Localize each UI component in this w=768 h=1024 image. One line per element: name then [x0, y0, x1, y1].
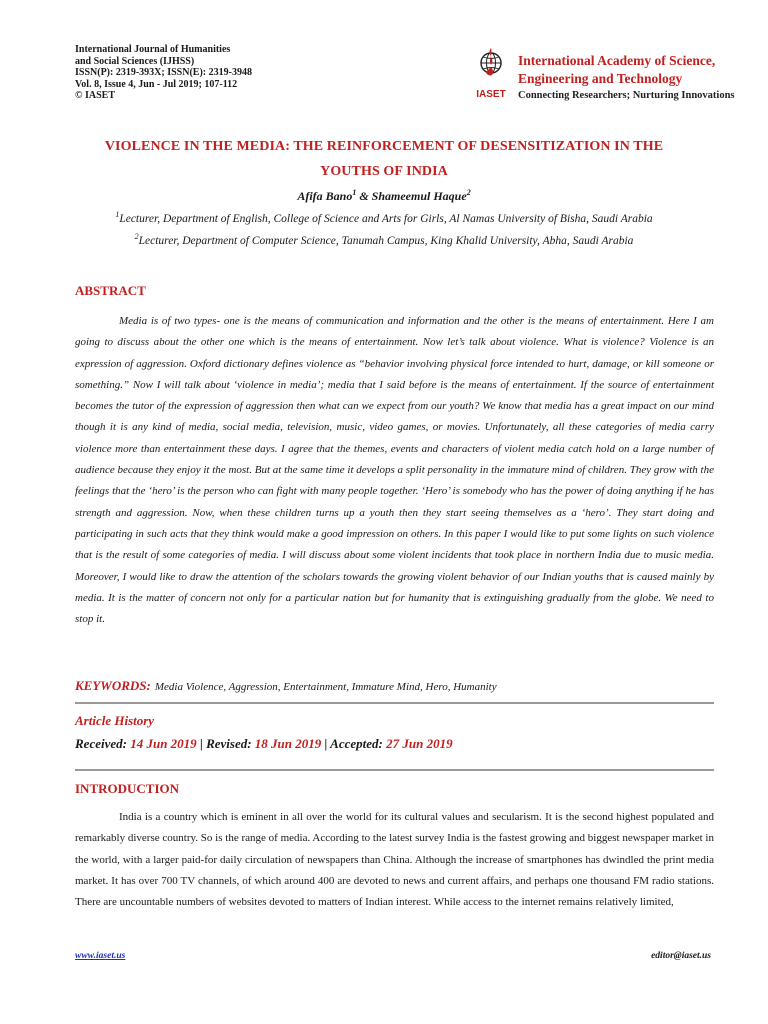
author-2: Shameemul Haque	[371, 189, 467, 203]
affiliation-1-mark: 1	[115, 210, 120, 219]
website-link[interactable]: www.iaset.us	[75, 951, 126, 961]
article-history-heading: Article History	[75, 713, 155, 728]
introduction-text: India is a country which is eminent in all over the world for its cultural values and secularism. It is the second highest populated and remarkably diverse country. So is the range of media. According to the latest survey India is the fastest growing and biggest newspaper market in the world, with a larger paid-for daily circulation of newspapers than China. Although the increase of smartphones has dwindled the print media market. It has over 700 TV channels, of which around 400 are devoted to news and current affairs, and perhaps one thousand FM radio stations. There are uncountable numbers of websites devoted to matters of Indian interest. While access to the internet remains relatively limited,	[75, 811, 714, 909]
title-line-2: YOUTHS OF INDIA	[320, 164, 448, 179]
affiliation-2-mark: 2	[134, 232, 139, 241]
revised-date: 18 Jun 2019	[254, 736, 322, 751]
abstract-body	[75, 311, 714, 630]
abstract-text: Media is of two types- one is the means of communication and information and the other is the means of entertainment. Here I am going to discuss about the other one which is the means of entertainment. Now let’s talk about violence. What is violence? Violence is an expression of aggression. Oxford dictionary defines violence as “behavior involving physical force intended to hurt, damage, or kill someone or something.” Now I will talk about ‘violence in media’; media that I said before is the means of entertainment. If the source of entertainment becomes the tutor of the expression of aggression then what can we expect from our youth? We know that media has a great impact on our mind though it is any kind of media, social media, television, music, video games, or movies. Unfortunately, all these categories of media carry violence more than entertainment these days. I agree that the themes, events and characters of violent media catch hold on a large number of audience because they enjoy it the most. But at the same time it develops a split personality in the immature mind of children. They grow with the feelings that the ‘hero’ is the person who can fight with many people together. ‘Hero’ is somebody who has the power of doing anything if he has strength and aggression. Now, when these children turns up a youth then they start seeing themselves as a ‘hero’. They start doing and participating in such acts that they think would make a good impression on others. In this paper I would like to put some lights on such violence that is the result of some categories of media. I will discuss about some violent incidents that took place in northern India due to music media. Moreover, I would like to draw the attention of the scholars towards the growing violent behavior of our Indian youths that is caused mainly by media. It is the matter of concern not only for a particular nation but for humanity that is extinguishing gradually from the globe. We need to stop it.	[75, 315, 714, 626]
received-date: 14 Jun 2019	[130, 736, 197, 751]
keywords-text: Media Violence, Aggression, Entertainment, Immature Mind, Hero, Humanity	[154, 681, 497, 693]
affiliation-2	[50, 232, 718, 247]
academy-tagline: Connecting Researchers; Nurturing Innovations	[518, 90, 735, 101]
keywords-label: KEYWORDS:	[75, 678, 151, 693]
academy-name-line1: International Academy of Science,	[518, 53, 716, 68]
date-separator: |	[321, 736, 331, 751]
volume-line: Vol. 8, Issue 4, Jun - Jul 2019; 107-112	[75, 78, 238, 90]
introduction-heading: INTRODUCTION	[75, 781, 180, 796]
accepted-label: Accepted:	[330, 736, 387, 751]
revised-label: Revised:	[206, 736, 255, 751]
author-1: Afifa Bano	[297, 189, 353, 203]
academy-brand	[518, 52, 758, 101]
title-line-1: VIOLENCE IN THE MEDIA: THE REINFORCEMENT OF DESENSITIZATION IN THE	[104, 139, 664, 154]
author-separator: &	[356, 189, 372, 203]
editor-email: editor@iaset.us	[651, 951, 711, 961]
journal-name-line: International Journal of Humanities	[75, 44, 231, 55]
article-dates	[75, 736, 453, 752]
copyright-line: © IASET	[75, 90, 115, 102]
iaset-logo-icon	[476, 46, 506, 102]
date-separator: |	[196, 736, 207, 751]
author-1-mark: 1	[352, 188, 357, 197]
academy-name-line2: Engineering and Technology	[518, 71, 683, 86]
affiliation-1	[50, 210, 718, 225]
paper-title	[70, 134, 698, 184]
accepted-date: 27 Jun 2019	[386, 736, 453, 751]
logo-caption: IASET	[476, 89, 506, 100]
introduction-body	[75, 807, 714, 913]
author-2-mark: 2	[466, 188, 471, 197]
divider	[75, 769, 714, 771]
issn-line: ISSN(P): 2319-393X; ISSN(E): 2319-3948	[75, 67, 252, 79]
journal-info	[75, 44, 315, 102]
divider	[75, 702, 714, 704]
affiliation-1-text: Lecturer, Department of English, College of Science and Arts for Girls, Al Namas University of Bisha, Saudi Arabia	[119, 212, 653, 225]
journal-abbrev-line: and Social Sciences (IJHSS)	[75, 55, 195, 67]
received-label: Received:	[75, 736, 131, 751]
keywords	[75, 677, 497, 695]
abstract-heading: ABSTRACT	[75, 283, 146, 298]
affiliation-2-text: Lecturer, Department of Computer Science, Tanumah Campus, King Khalid University, Abha, Saudi Arabia	[138, 234, 634, 247]
authors	[70, 188, 698, 204]
